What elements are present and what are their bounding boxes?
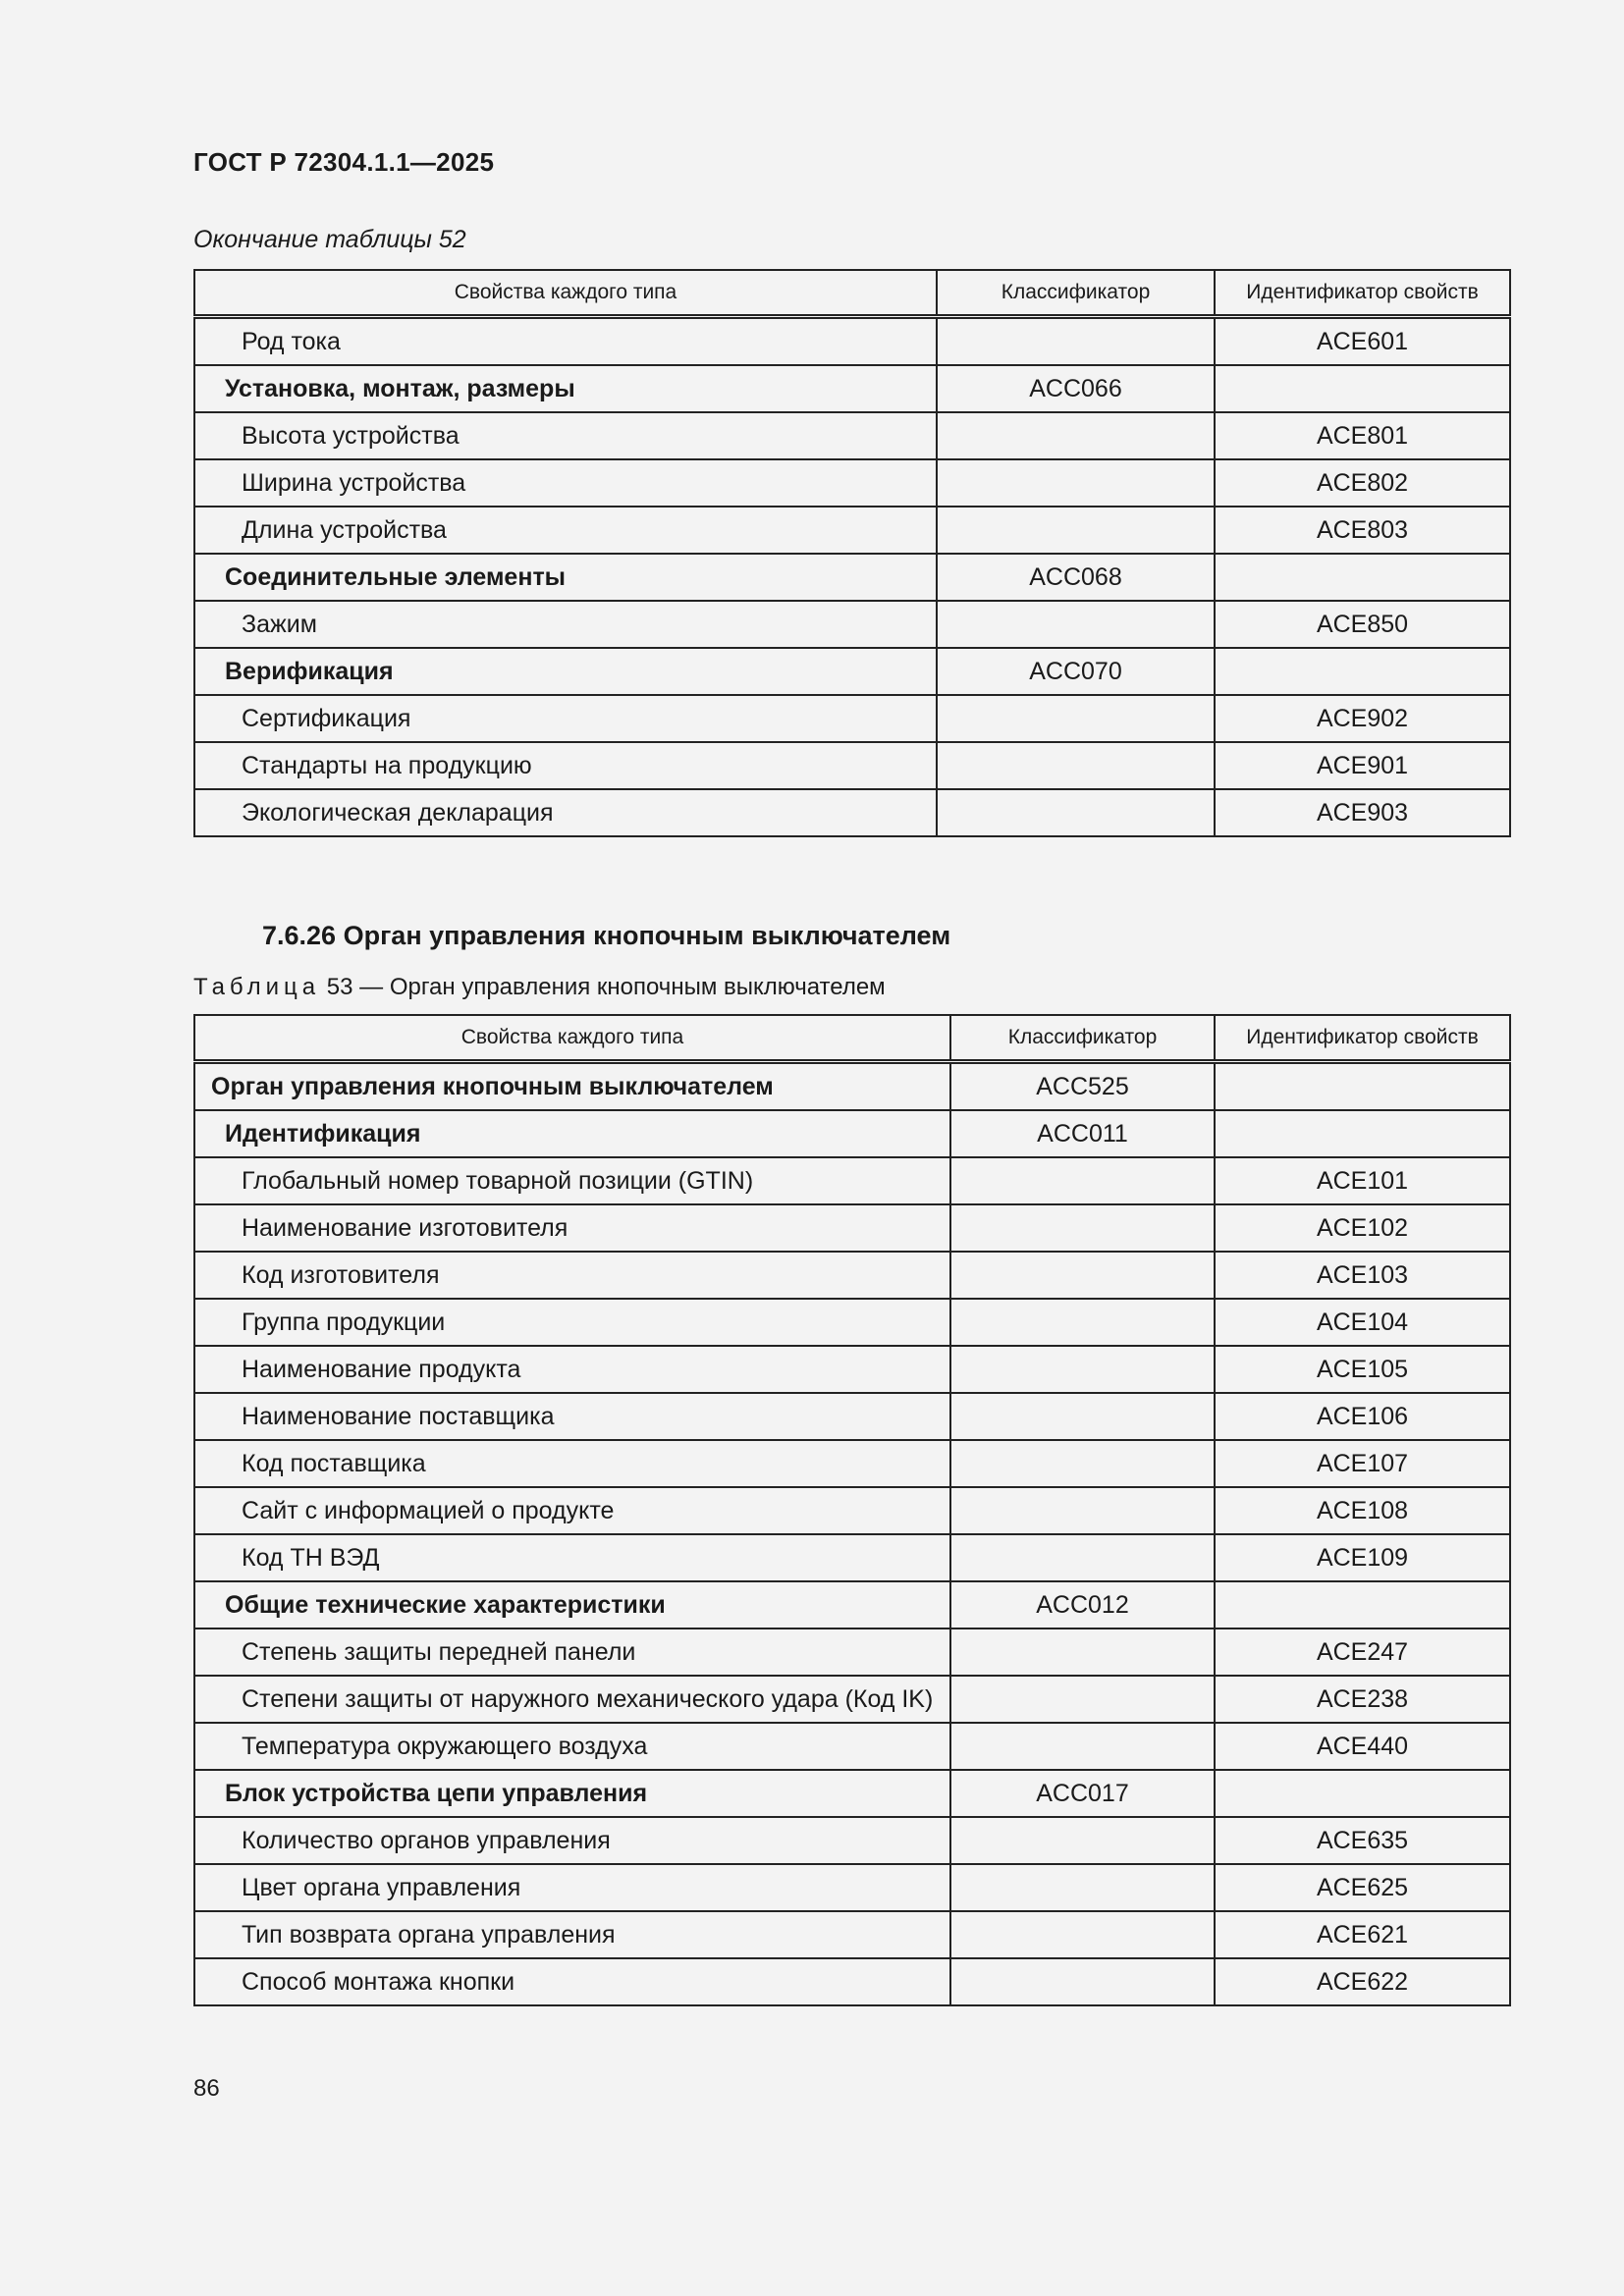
property-name-cell: Наименование поставщика [194, 1393, 950, 1440]
table-row [194, 1252, 1510, 1299]
page-number: 86 [193, 2075, 220, 2102]
classifier-cell [937, 459, 1215, 507]
classifier-cell [950, 1252, 1215, 1299]
property-name-cell: Установка, монтаж, размеры [194, 365, 937, 412]
property-name-cell: Код ТН ВЭД [194, 1534, 950, 1581]
property-id-cell: ACE101 [1215, 1157, 1510, 1204]
table-continuation-label: Окончание таблицы 52 [193, 226, 466, 253]
property-id-cell: ACE109 [1215, 1534, 1510, 1581]
property-name-cell: Степень защиты передней панели [194, 1629, 950, 1676]
classifier-cell [950, 1204, 1215, 1252]
property-name-cell: Блок устройства цепи управления [194, 1770, 950, 1817]
header-classifier: Классификатор [950, 1015, 1215, 1062]
property-name-cell: Степени защиты от наружного механического удара (Код IK) [194, 1676, 950, 1723]
section-heading: 7.6.26 Орган управления кнопочным выключателем [262, 921, 951, 950]
table-row [194, 1723, 1510, 1770]
property-name-cell: Орган управления кнопочным выключателем [194, 1062, 950, 1111]
table-row [194, 1629, 1510, 1676]
table-row [194, 1204, 1510, 1252]
table-row [194, 1864, 1510, 1911]
header-property-id: Идентификатор свойств [1215, 1015, 1510, 1062]
classifier-cell: ACC012 [950, 1581, 1215, 1629]
table-row [194, 1581, 1510, 1629]
property-id-cell [1215, 554, 1510, 601]
property-name-cell: Наименование продукта [194, 1346, 950, 1393]
property-name-cell: Сертификация [194, 695, 937, 742]
classifier-cell [937, 317, 1215, 366]
property-id-cell: ACE107 [1215, 1440, 1510, 1487]
properties-table-53 [193, 1014, 1511, 2006]
property-name-cell: Количество органов управления [194, 1817, 950, 1864]
property-id-cell: ACE238 [1215, 1676, 1510, 1723]
property-id-cell: ACE108 [1215, 1487, 1510, 1534]
table-row [194, 1346, 1510, 1393]
property-id-cell: ACE104 [1215, 1299, 1510, 1346]
classifier-cell [937, 412, 1215, 459]
classifier-cell [950, 1676, 1215, 1723]
property-name-cell: Род тока [194, 317, 937, 366]
classifier-cell [937, 601, 1215, 648]
properties-table-52 [193, 269, 1511, 837]
property-id-cell: ACE621 [1215, 1911, 1510, 1958]
table-row [194, 1958, 1510, 2005]
table-row [194, 1393, 1510, 1440]
classifier-cell [937, 695, 1215, 742]
table-row [194, 789, 1510, 836]
property-name-cell: Код поставщика [194, 1440, 950, 1487]
property-name-cell: Соединительные элементы [194, 554, 937, 601]
table-row [194, 1770, 1510, 1817]
classifier-cell [950, 1440, 1215, 1487]
property-name-cell: Стандарты на продукцию [194, 742, 937, 789]
classifier-cell: ACC011 [950, 1110, 1215, 1157]
table-caption [193, 974, 886, 1001]
classifier-cell: ACC017 [950, 1770, 1215, 1817]
classifier-cell [950, 1958, 1215, 2005]
property-name-cell: Наименование изготовителя [194, 1204, 950, 1252]
property-id-cell [1215, 648, 1510, 695]
table-row [194, 1157, 1510, 1204]
classifier-cell [950, 1911, 1215, 1958]
classifier-cell [937, 789, 1215, 836]
classifier-cell [950, 1346, 1215, 1393]
table-row [194, 742, 1510, 789]
table-row [194, 554, 1510, 601]
property-name-cell: Группа продукции [194, 1299, 950, 1346]
table-row [194, 1817, 1510, 1864]
classifier-cell [950, 1299, 1215, 1346]
header-property-id: Идентификатор свойств [1215, 270, 1510, 317]
property-name-cell: Ширина устройства [194, 459, 937, 507]
table-row [194, 1299, 1510, 1346]
property-id-cell: ACE901 [1215, 742, 1510, 789]
header-classifier: Классификатор [937, 270, 1215, 317]
table-row [194, 601, 1510, 648]
property-id-cell: ACE903 [1215, 789, 1510, 836]
table-header-row [194, 1015, 1510, 1062]
property-name-cell: Цвет органа управления [194, 1864, 950, 1911]
classifier-cell: ACC066 [937, 365, 1215, 412]
table-row [194, 1062, 1510, 1111]
property-id-cell [1215, 1110, 1510, 1157]
property-name-cell: Способ монтажа кнопки [194, 1958, 950, 2005]
table-row [194, 317, 1510, 366]
property-name-cell: Температура окружающего воздуха [194, 1723, 950, 1770]
classifier-cell: ACC070 [937, 648, 1215, 695]
classifier-cell: ACC068 [937, 554, 1215, 601]
table-row [194, 1676, 1510, 1723]
classifier-cell [950, 1487, 1215, 1534]
property-name-cell: Сайт с информацией о продукте [194, 1487, 950, 1534]
property-name-cell: Общие технические характеристики [194, 1581, 950, 1629]
property-name-cell: Верификация [194, 648, 937, 695]
table-row [194, 412, 1510, 459]
table-row [194, 507, 1510, 554]
document-header: ГОСТ Р 72304.1.1—2025 [193, 147, 495, 177]
classifier-cell [950, 1723, 1215, 1770]
property-name-cell: Экологическая декларация [194, 789, 937, 836]
property-id-cell: ACE247 [1215, 1629, 1510, 1676]
property-id-cell: ACE105 [1215, 1346, 1510, 1393]
property-name-cell: Код изготовителя [194, 1252, 950, 1299]
table-row [194, 1911, 1510, 1958]
table-row [194, 365, 1510, 412]
property-id-cell: ACE622 [1215, 1958, 1510, 2005]
header-properties: Свойства каждого типа [194, 1015, 950, 1062]
table-row [194, 1487, 1510, 1534]
classifier-cell [950, 1817, 1215, 1864]
property-name-cell: Высота устройства [194, 412, 937, 459]
classifier-cell [950, 1534, 1215, 1581]
property-id-cell [1215, 1062, 1510, 1111]
property-id-cell: ACE103 [1215, 1252, 1510, 1299]
table-caption-label: Таблица [193, 974, 321, 1000]
property-id-cell: ACE802 [1215, 459, 1510, 507]
property-id-cell: ACE106 [1215, 1393, 1510, 1440]
property-id-cell: ACE635 [1215, 1817, 1510, 1864]
table-row [194, 1534, 1510, 1581]
property-id-cell [1215, 1770, 1510, 1817]
table-row [194, 1440, 1510, 1487]
table-row [194, 459, 1510, 507]
property-id-cell: ACE601 [1215, 317, 1510, 366]
classifier-cell [950, 1864, 1215, 1911]
property-id-cell: ACE902 [1215, 695, 1510, 742]
property-name-cell: Идентификация [194, 1110, 950, 1157]
property-name-cell: Длина устройства [194, 507, 937, 554]
classifier-cell [950, 1393, 1215, 1440]
property-id-cell: ACE850 [1215, 601, 1510, 648]
table-row [194, 1110, 1510, 1157]
property-name-cell: Глобальный номер товарной позиции (GTIN) [194, 1157, 950, 1204]
classifier-cell [950, 1157, 1215, 1204]
classifier-cell [937, 507, 1215, 554]
table-header-row [194, 270, 1510, 317]
table-caption-text: 53 — Орган управления кнопочным выключателем [326, 974, 886, 1000]
property-id-cell: ACE440 [1215, 1723, 1510, 1770]
property-id-cell: ACE801 [1215, 412, 1510, 459]
classifier-cell [950, 1629, 1215, 1676]
property-id-cell: ACE803 [1215, 507, 1510, 554]
table-row [194, 648, 1510, 695]
property-name-cell: Зажим [194, 601, 937, 648]
property-id-cell: ACE625 [1215, 1864, 1510, 1911]
header-properties: Свойства каждого типа [194, 270, 937, 317]
property-name-cell: Тип возврата органа управления [194, 1911, 950, 1958]
property-id-cell [1215, 1581, 1510, 1629]
property-id-cell: ACE102 [1215, 1204, 1510, 1252]
table-row [194, 695, 1510, 742]
property-id-cell [1215, 365, 1510, 412]
classifier-cell [937, 742, 1215, 789]
classifier-cell: ACC525 [950, 1062, 1215, 1111]
